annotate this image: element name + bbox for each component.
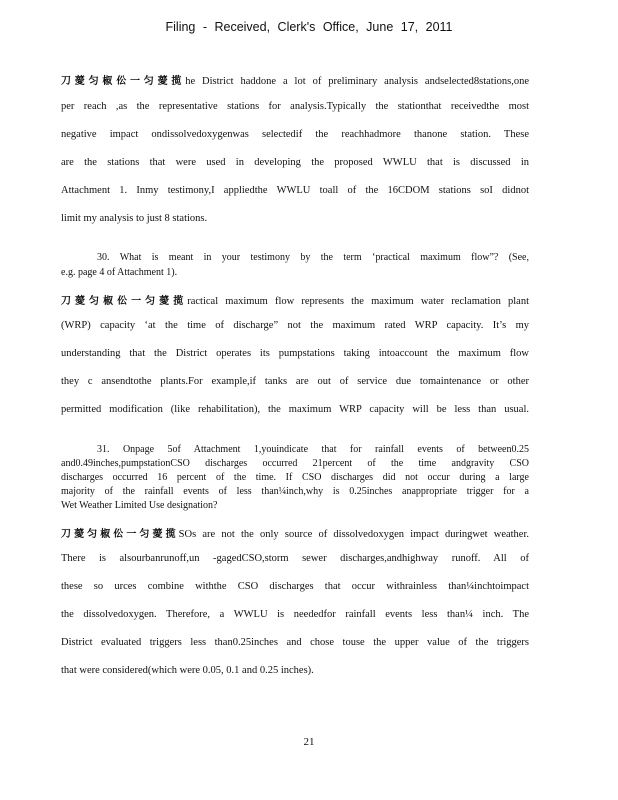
answer-line: these so urces combine withthe CSO discharges that occur withrainless than¼inchtoimpact [61, 581, 529, 592]
question-line: Wet Weather Limited Use designation? [61, 500, 218, 511]
answer-line: 刀薆匀椒伀一匀薆揽ractical maximum flow represents the maximum water reclamation plant [61, 296, 529, 307]
filing-header: Filing - Received, Clerk's Office, June 17, 2011 [165, 20, 453, 34]
question-line: 30. What is meant in your testimony by the term ‘practical maximum flow”? (See, [97, 252, 529, 263]
answer-line: Attachment 1. Inmy testimony,I appliedthe WWLU toall of the 16CDOM stations soI didnot [61, 185, 529, 196]
answer-line: limit my analysis to just 8 stations. [61, 213, 208, 224]
answer-line: that were considered(which were 0.05, 0.1 and 0.25 inches). [61, 665, 314, 676]
answer-line: they c ansendtothe plants.For example,if tanks are out of service due tomaintenance or other [61, 376, 529, 387]
question-line: and0.49inches,pumpstationCSO discharges occurred 21percent of the time andgravity CSO [61, 458, 529, 469]
answer-line: per reach ,as the representative stations for analysis.Typically the stationthat receivedthe most [61, 101, 529, 112]
answer-line: understanding that the District operates its pumpstations taking intoaccount the maximum flow [61, 348, 529, 359]
answer-line: are the stations that were used in developing the proposed WWLU that is discussed in [61, 157, 529, 168]
answer-line: (WRP) capacity ‘at the time of discharge” not the maximum rated WRP capacity. It’s my [61, 320, 529, 331]
question-line: discharges occurred 16 percent of the time. If CSO discharges did not occur during a large [61, 472, 529, 483]
answer-line: There is alsourbanrunoff,un -gagedCSO,storm sewer discharges,andhighway runoff. All of [61, 553, 529, 564]
question-line: majority of the rainfall events of less than¼inch,why is 0.25inches anappropriate trigger for a [61, 486, 529, 497]
answer-line: 刀薆匀椒伀一匀薆揽SOs are not the only source of dissolvedoxygen impact duringwet weather. [61, 529, 529, 540]
answer-line: negative impact ondissolvedoxygenwas selectedif the reachhadmore thanone station. These [61, 129, 529, 140]
page-number: 21 [303, 736, 315, 748]
answer-line: District evaluated triggers less than0.25inches and chose touse the upper value of the triggers [61, 637, 529, 648]
answer-prefix: 刀薆匀椒伀一匀薆揽 [61, 529, 179, 540]
answer-prefix: 刀薆匀椒伀一匀薆揽 [61, 76, 186, 87]
answer-prefix: 刀薆匀椒伀一匀薆揽 [61, 296, 188, 307]
question-line: 31. Onpage 5of Attachment 1,youindicate that for rainfall events of between0.25 [97, 444, 529, 455]
answer-line: 刀薆匀椒伀一匀薆揽he District haddone a lot of preliminary analysis andselected8stations,one [61, 76, 529, 87]
answer-line: permitted modification (like rehabilitation), the maximum WRP capacity will be less than usual. [61, 404, 529, 415]
question-line: e.g. page 4 of Attachment 1). [61, 267, 178, 278]
answer-line: the dissolvedoxygen. Therefore, a WWLU is neededfor rainfall events less than¼ inch. The [61, 609, 529, 620]
